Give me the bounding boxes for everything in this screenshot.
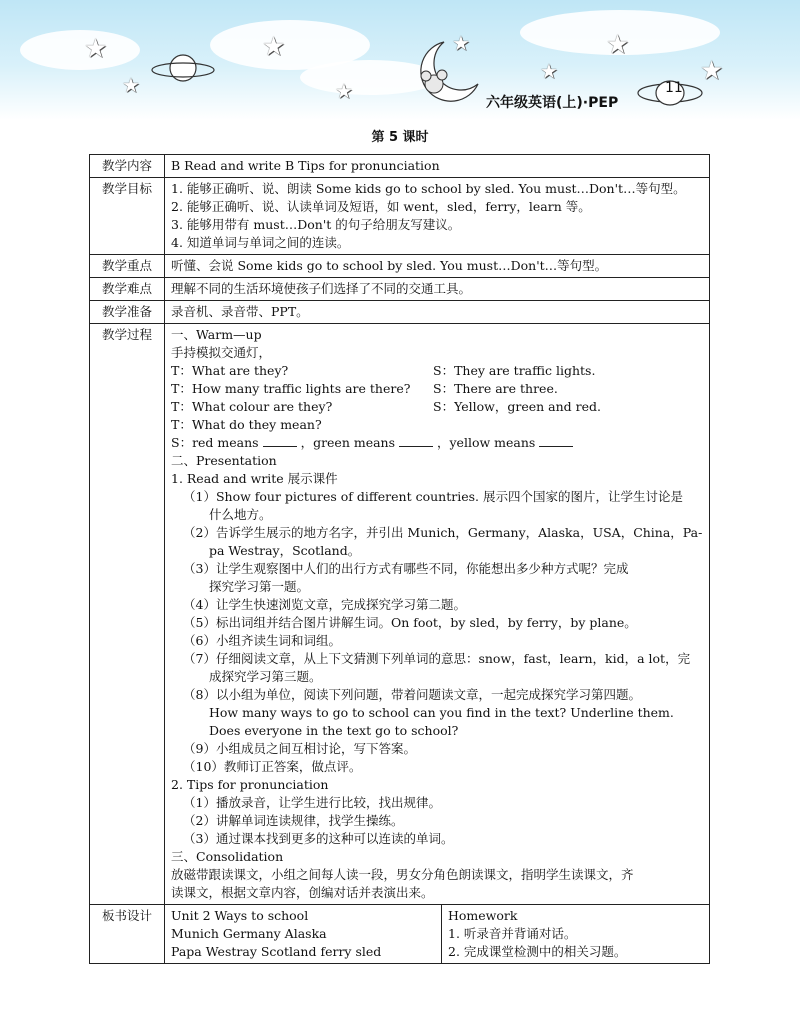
row-preparation: [90, 301, 710, 324]
teacher-line: T：How many traffic lights are there?: [171, 381, 411, 396]
row-process: [90, 324, 710, 905]
star-icon: ★: [122, 73, 140, 97]
answer-blank: [539, 436, 573, 447]
step-line: （2）讲解单词连读规律，找学生操练。: [183, 813, 404, 828]
teacher-line: T：What colour are they?: [171, 399, 333, 414]
step-line: （4）让学生快速浏览文章，完成探究学习第二题。: [183, 597, 466, 612]
row-value: [165, 324, 710, 905]
row-label: 教学准备: [90, 301, 165, 324]
row-objectives: [90, 178, 710, 255]
page-header: [0, 0, 800, 128]
star-icon: ★: [262, 32, 286, 62]
board-line: Unit 2 Ways to school: [171, 908, 309, 923]
step-line: Does everyone in the text go to school?: [209, 723, 459, 738]
board-left: [165, 905, 442, 963]
row-value: [165, 178, 710, 255]
step-line: How many ways to go to school can you find in the text? Underline them.: [209, 705, 674, 720]
row-label: 教学难点: [90, 278, 165, 301]
row-content: [90, 155, 710, 178]
teacher-line: T：What are they?: [171, 363, 289, 378]
step-line: （8）以小组为单位，阅读下列问题，带着问题读文章，一起完成探究学习第四题。: [183, 687, 641, 702]
section-heading: 三、Consolidation: [171, 849, 284, 864]
board-line: 2. 完成课堂检测中的相关习题。: [448, 944, 627, 959]
grade-title: 六年级英语(上)·PEP: [486, 95, 619, 111]
row-value: B Read and write B Tips for pronunciation: [165, 155, 710, 178]
step-line: （2）告诉学生展示的地方名字，并引出 Munich，Germany，Alaska，USA，China，Pa-: [183, 525, 703, 540]
step-line: （5）标出词组并结合图片讲解生词。On foot，by sled，by ferry，by plane。: [183, 615, 637, 630]
objective-line: 4. 知道单词与单词之间的连读。: [171, 235, 350, 250]
star-icon: ★: [335, 79, 353, 103]
fill-blank-line: [171, 434, 703, 452]
student-line: S：They are traffic lights.: [433, 363, 596, 378]
board-line: Munich Germany Alaska: [171, 926, 327, 941]
row-value: 理解不同的生活环境使孩子们选择了不同的交通工具。: [165, 278, 710, 301]
row-key-points: [90, 255, 710, 278]
blank-prompt: ，green means: [300, 435, 396, 450]
lesson-plan-table: [89, 154, 710, 964]
step-line: （3）让学生观察图中人们的出行方式有哪些不同，你能想出多少种方式呢？完成: [183, 561, 629, 576]
step-line: （1）播放录音，让学生进行比较，找出规律。: [183, 795, 441, 810]
step-line: （7）仔细阅读文章，从上下文猜测下列单词的意思：snow，fast，learn，kid，a lot，完: [183, 651, 691, 666]
row-label: 板书设计: [90, 905, 165, 964]
teacher-line: T：What do they mean?: [171, 417, 322, 432]
planet-icon: [150, 48, 216, 88]
objective-line: 2. 能够正确听、说、认读单词及短语，如 went，sled，ferry，learn 等。: [171, 199, 591, 214]
board-design: [165, 905, 709, 963]
lesson-title: 第 5 课时: [371, 130, 429, 145]
row-board: [90, 905, 710, 964]
step-line: （9）小组成员之间互相讨论，写下答案。: [183, 741, 416, 756]
answer-blank: [263, 436, 297, 447]
row-value: 录音机、录音带、PPT。: [165, 301, 710, 324]
step-line: （3）通过课本找到更多的这种可以连读的单词。: [183, 831, 454, 846]
dialogue-line: [171, 362, 703, 380]
step-line: （6）小组齐读生词和词组。: [183, 633, 341, 648]
text-line: 读课文，根据文章内容，创编对话并表演出来。: [171, 885, 434, 900]
dialogue-line: [171, 380, 703, 398]
text-line: 放磁带跟读课文，小组之间每人读一段，男女分角色朗读课文，指明学生读课文，齐: [171, 867, 634, 882]
step-line: pa Westray，Scotland。: [209, 543, 361, 558]
board-right: [442, 905, 632, 963]
step-line: （1）Show four pictures of different countries. 展示四个国家的图片，让学生讨论是: [183, 489, 683, 504]
board-line: Homework: [448, 908, 518, 923]
star-icon: ★: [540, 59, 558, 83]
step-line: 成探究学习第三题。: [209, 669, 322, 684]
star-icon: ★: [452, 31, 470, 55]
dialogue-line: [171, 398, 703, 416]
row-difficulties: [90, 278, 710, 301]
student-line: S：Yellow，green and red.: [433, 399, 601, 414]
row-value: [165, 905, 710, 964]
cloud: [20, 30, 140, 70]
row-label: 教学重点: [90, 255, 165, 278]
step-line: 探究学习第一题。: [209, 579, 310, 594]
sub-heading: 2. Tips for pronunciation: [171, 777, 329, 792]
section-heading: 二、Presentation: [171, 453, 277, 468]
text-line: 手持模拟交通灯，: [171, 345, 272, 360]
blank-prompt: ，yellow means: [437, 435, 536, 450]
step-line: 什么地方。: [209, 507, 272, 522]
row-label: 教学过程: [90, 324, 165, 905]
section-heading: 一、Warm—up: [171, 327, 262, 342]
sub-heading: 1. Read and write 展示课件: [171, 471, 338, 486]
row-value: 听懂、会说 Some kids go to school by sled. You must…Don't…等句型。: [165, 255, 710, 278]
star-icon: ★: [700, 56, 724, 86]
row-label: 教学内容: [90, 155, 165, 178]
page-number: 11: [665, 80, 683, 96]
objective-line: 1. 能够正确听、说、朗读 Some kids go to school by sled. You must…Don't…等句型。: [171, 181, 686, 196]
star-icon: ★: [84, 34, 108, 64]
blank-prompt: S：red means: [171, 435, 259, 450]
answer-blank: [399, 436, 433, 447]
objective-line: 3. 能够用带有 must…Don't 的句子给朋友写建议。: [171, 217, 461, 232]
moon-mouse-icon: [404, 38, 484, 106]
student-line: S：There are three.: [433, 381, 558, 396]
row-label: 教学目标: [90, 178, 165, 255]
board-line: Papa Westray Scotland ferry sled: [171, 944, 382, 959]
star-icon: ★: [606, 30, 630, 60]
step-line: （10）教师订正答案，做点评。: [183, 759, 362, 774]
board-line: 1. 听录音并背诵对话。: [448, 926, 577, 941]
